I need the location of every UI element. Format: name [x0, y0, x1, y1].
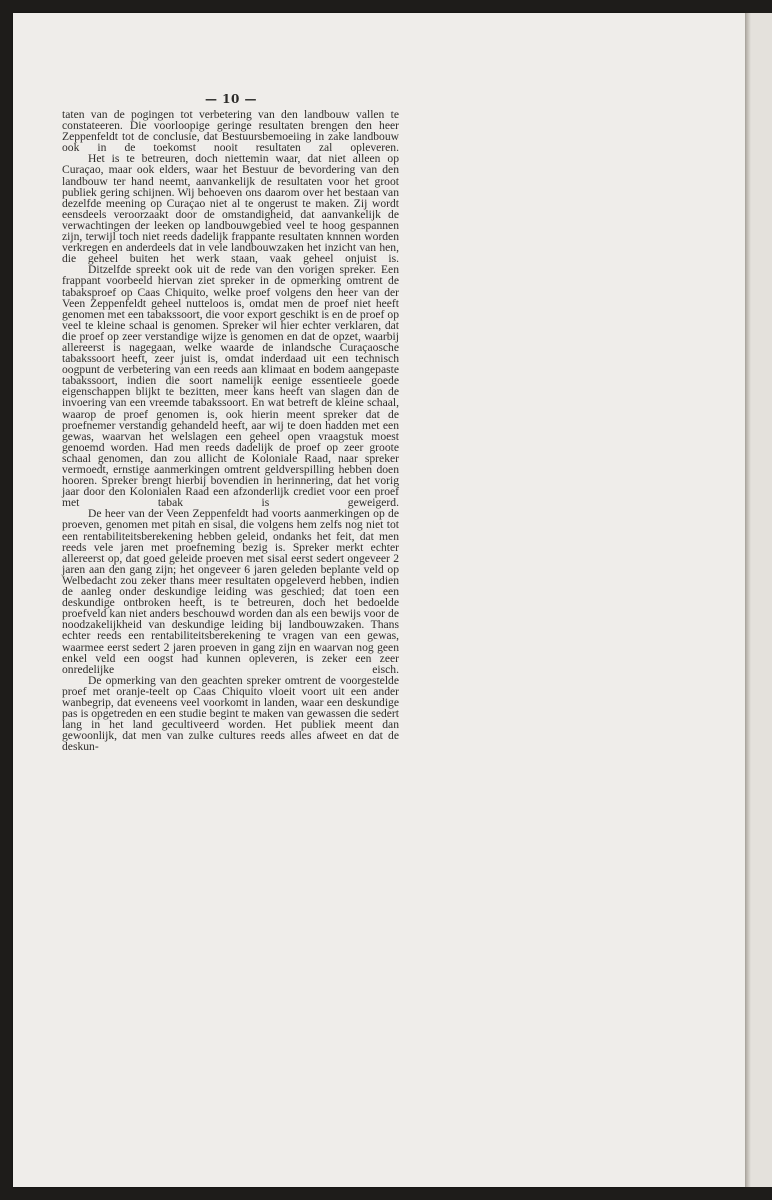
text-column — [62, 109, 399, 752]
page-number: — 10 — — [204, 92, 258, 106]
paragraph-2: Het is te betreuren, doch niettemin waar, dat niet alleen op Curaçao, maar ook elders, waar het Bestuur de bevordering van den landbouw ter hand neemt, aanvankelijk de resultaten voor het groot publiek gering schijnen. Wij behoeven ons daarom over het bestaan van dezelfde meening op Curaçao niet al te ongerust te maken. Zij wordt eensdeels veroorzaakt door de omstandigheid, dat aanvankelijk de verwachtingen der leeken op landbouwgebied veel te hoog gespannen zijn, terwijl toch niet reeds dadelijk frappante resultaten knnnen worden verkregen en anderdeels dat in vele landbouwzaken het inzicht van hen, die geheel buiten het werk staan, vaak geheel onjuist is. — [62, 152, 399, 266]
page-gutter-shadow — [745, 13, 751, 1187]
paragraph-1: taten van de pogingen tot verbetering van den landbouw vallen te constateeren. Die voorloopige geringe resultaten brengen den heer Zeppenfeldt tot de conclusie, dat Bestuursbemoeiing in zake landbouw ook in de toekomst nooit resultaten zal opleveren. — [62, 108, 399, 155]
paragraph-4: De heer van der Veen Zeppenfeldt had voorts aanmerkingen op de proeven, genomen met pitah en sisal, die volgens hem zelfs nog niet tot een rentabiliteitsberekening hebben geleid, ondanks het feit, dat men reeds vele jaren met proefneming bezig is. Spreker merkt echter allereerst op, dat goed geleide proeven met sisal eerst sedert ongeveer 2 jaren aan den gang zijn; het ongeveer 6 jaren geleden beplante veld op Welbedacht zou zeker thans meer resultaten opgeleverd hebben, indien de aanleg onder deskundige leiding was geschied; dat toen een deskundige ontbroken heeft, is te betreuren, doch het bedoelde proefveld kan niet anders beschouwd worden dan als een bewijs voor de noodzakelijkheid van deskundige leiding bij landbouwzaken. Thans echter reeds een rentabiliteitsberekening te vragen van een gewas, waarmee eerst sedert 2 jaren proeven in gang zijn en waarvan nog geen enkel veld een oogst had kunnen opleveren, is zeker een zeer onredelijke eisch. — [62, 507, 399, 676]
paragraph-5: De opmerking van den geachten spreker omtrent de voorgestelde proef met oranje-teelt op Caas Chiquito vloeit voort uit een ander wanbegrip, dat eveneens veel voorkomt in landen, waar een deskundige pas is opgetreden en een studie begint te maken van gewassen die sedert lang in het land gecultiveerd worden. Het publiek meent dan gewoonlijk, dat men van zulke cultures reeds alles afweet en dat de deskun- — [62, 673, 399, 754]
paragraph-3: Ditzelfde spreekt ook uit de rede van den vorigen spreker. Een frappant voorbeeld hiervan ziet spreker in de opmerking omtrent de tabaksproef op Caas Chiquito, welke proef volgens den heer van der Veen Zeppenfeldt geheel nutteloos is, omdat men de proef niet heeft genomen met een tabakssoort, die voor export geschikt is en de proef op veel te kleine schaal is genomen. Spreker wil hier echter verklaren, dat die proef op zeer verstandige wijze is genomen en dat de opzet, waarbij allereerst is nagegaan, welke waarde de inlandsche Curaçaosche tabakssoort heeft, zeer juist is, omdat inderdaad uit een technisch oogpunt de verbetering van een reeds aan klimaat en bodem aangepaste tabakssoort, indien die soort namelijk eenige essentieele goede eigenschappen blijkt te bezitten, meer kans heeft van slagen dan de invoering van een vreemde tabakssoort. En wat betreft de kleine schaal, waarop de proef genomen is, ook hierin meent spreker dat de proefnemer verstandig gehandeld heeft, aar wij te doen hadden met een gewas, waarvan het welslagen een geheel open vraagstuk moest genoemd worden. Had men reeds dadelijk de proef op zeer groote schaal genomen, dan zou allicht de Koloniale Raad, naar spreker vermoedt, ernstige aanmerkingen omtrent geldverspilling hebben doen hooren. Spreker brengt hierbij bovendien in herinnering, dat het vorig jaar door den Kolonialen Raad een afzonderlijk crediet voor een proef met tabak is geweigerd. — [62, 263, 399, 510]
